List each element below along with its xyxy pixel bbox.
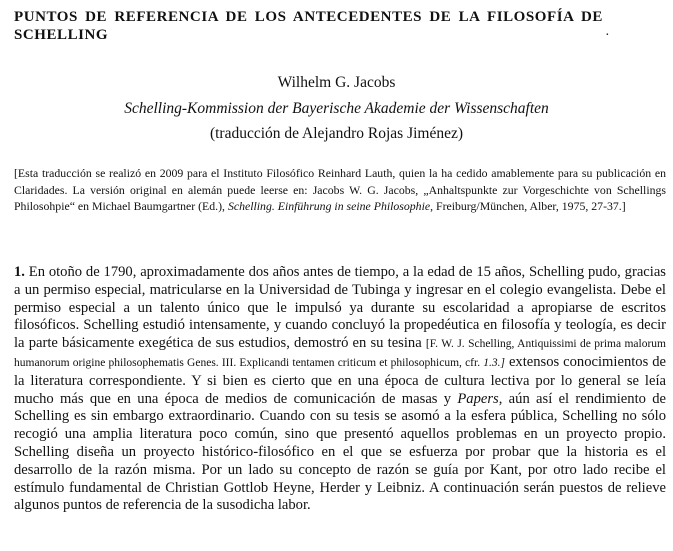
stray-dot: · [605, 28, 610, 43]
translator-credit: (traducción de Alejandro Rojas Jiménez) [209, 125, 464, 142]
note-text-2: , Freiburg/München, Alber, 1975, 27-37.] [430, 199, 626, 213]
paragraph-1 [14, 264, 666, 515]
author-name: Wilhelm G. Jacobs [277, 74, 396, 91]
note-book-title: Schelling. Einführung in seine Philosophie [227, 199, 431, 213]
citation-text: [F. W. J. Schelling, Antiquissimi de prima malorum humanorum origine philosophematis Genes. III. Explicandi tentamen criticum et philosophicum, cfr. [14, 338, 666, 369]
translation-note [14, 165, 666, 215]
papers-term: Papers [457, 390, 499, 407]
paragraph-text-c: , aún así el rendimiento de Schelling es sin embargo extraordinario. Cuando con su tesis se asomó a la esfera pública, Schelling no sólo recogió una amplia literatura poco común, sino que presentó aquellos problemas en un proyecto propio. Schelling diseña un proyecto histórico-filosófico en el que se esfuerza por probar que la historia es el desarrollo de la razón misma. Por un lado su concepto de razón se guía por Kant, por otro lado recibe el estímulo fundamental de Christian Gottlob Heyne, Herder y Leibniz. A continuación serán puestos de relieve algunos puntos de referencia de la susodicha labor. [14, 390, 666, 514]
citation-ref: 1.3.] [483, 356, 505, 369]
paragraph-text-b: extensos conocimientos de la literatura correspondiente. Y si bien es cierto que en una época de cultura lectiva por lo general se leía mucho más que en una época de medios de comunicación de masas y [14, 353, 666, 407]
note-text-1: [Esta traducción se realizó en 2009 para el Instituto Filosófico Reinhard Lauth, quien la ha cedido amablemente para su publicación en Claridades. La versión original en alemán puede leerse en: Jacobs W. G. Jacobs, „Anhaltspunkte zur Vorgeschichte von Schellings Philosohpie“ en Michael Baumgartner (Ed.), [14, 166, 666, 213]
author-affiliation: Schelling-Kommission der Bayerische Akademie der Wissenschaften [124, 100, 549, 117]
document-title: PUNTOS DE REFERENCIA DE LOS ANTECEDENTES DE LA FILOSOFÍA DE SCHELLING [14, 9, 603, 43]
paragraph-number: 1. [14, 264, 25, 280]
paragraph-text-a: En otoño de 1790, aproximadamente dos años antes de tiempo, a la edad de 15 años, Schelling pudo, gracias a un permiso especial, matricularse en la Universidad de Tubinga y ingresar en el colegio evangelista. Debe el permiso especial a un talento único que le impulsó ya durante su escolaridad a apropiarse de escritos filosóficos. Schelling estudió intensamente, y cuando concluyó la propedéutica en filosofía y teología, es decir la parte básicamente exegética de sus estudios, demostró en su tesina [14, 264, 666, 352]
